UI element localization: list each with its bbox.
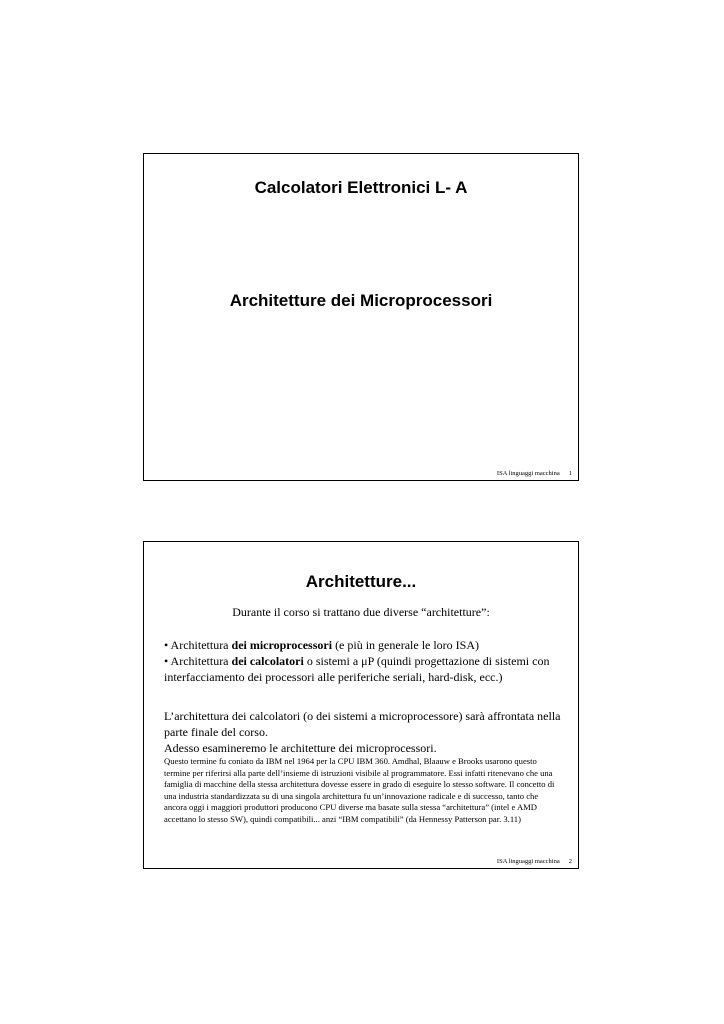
page-number: 1 xyxy=(568,470,572,477)
footer-label: ISA linguaggi macchina xyxy=(496,858,560,865)
slide-1-footer xyxy=(497,470,572,477)
bullet-suffix: o sistemi a μP (quindi progettazione di sistemi con interfacciamento dei processori alle periferiche seriali, hard-disk, ecc.) xyxy=(164,654,550,684)
bullet-prefix: • Architettura xyxy=(164,638,232,652)
paragraph-microprocessor-architecture: Adesso esamineremo le architetture dei microprocessori. xyxy=(164,741,437,755)
bullet-bold: dei microprocessori xyxy=(231,638,333,652)
slide-1 xyxy=(143,153,579,481)
slide-2-intro: Durante il corso si trattano due diverse “architetture”: xyxy=(232,605,490,619)
slide-2-footer xyxy=(497,858,572,865)
bullet-bold: dei calcolatori xyxy=(231,654,304,668)
page-number: 2 xyxy=(568,858,572,865)
bullet-prefix: • Architettura xyxy=(164,654,232,668)
footer-label: ISA linguaggi macchina xyxy=(496,470,560,477)
paragraph-computer-architecture: L’architettura dei calcolatori (o dei sistemi a microprocessore) sarà affrontata nella parte finale del corso. xyxy=(164,709,561,739)
slide-2-note: Questo termine fu coniato da IBM nel 1964 per la CPU IBM 360. Amdhal, Blaauw e Brooks usarono questo termine per riferirsi alla parte dell’insieme di istruzioni visibile al programmatore. Essi infatti ritenevano che una famiglia di macchine della stessa architettura dovesse essere in grado di eseguire lo stesso software. Il concetto di una industria standardizzata su di una singola architettura fu un’innovazione radicale e di successo, tanto che ancora oggi i maggiori produttori producono CPU diverse ma basate sulla stessa “architettura” (intel e AMD accettano lo stesso SW), quindi compatibili... anzi “IBM compatibili” (da Hennessy Patterson par. 3.11) xyxy=(164,756,555,824)
bullet-suffix: (e più in generale le loro ISA) xyxy=(332,638,480,652)
bullet-item-microprocessors xyxy=(164,637,562,653)
slide-2-paragraphs xyxy=(164,708,562,756)
bullet-item-computers xyxy=(164,653,562,685)
bullet-list xyxy=(164,637,562,685)
slide-2-title: Architetture... xyxy=(305,572,417,591)
slide-1-title: Calcolatori Elettronici L- A xyxy=(254,178,468,197)
slide-1-subtitle: Architetture dei Microprocessori xyxy=(229,291,493,310)
slide-2 xyxy=(143,541,579,869)
